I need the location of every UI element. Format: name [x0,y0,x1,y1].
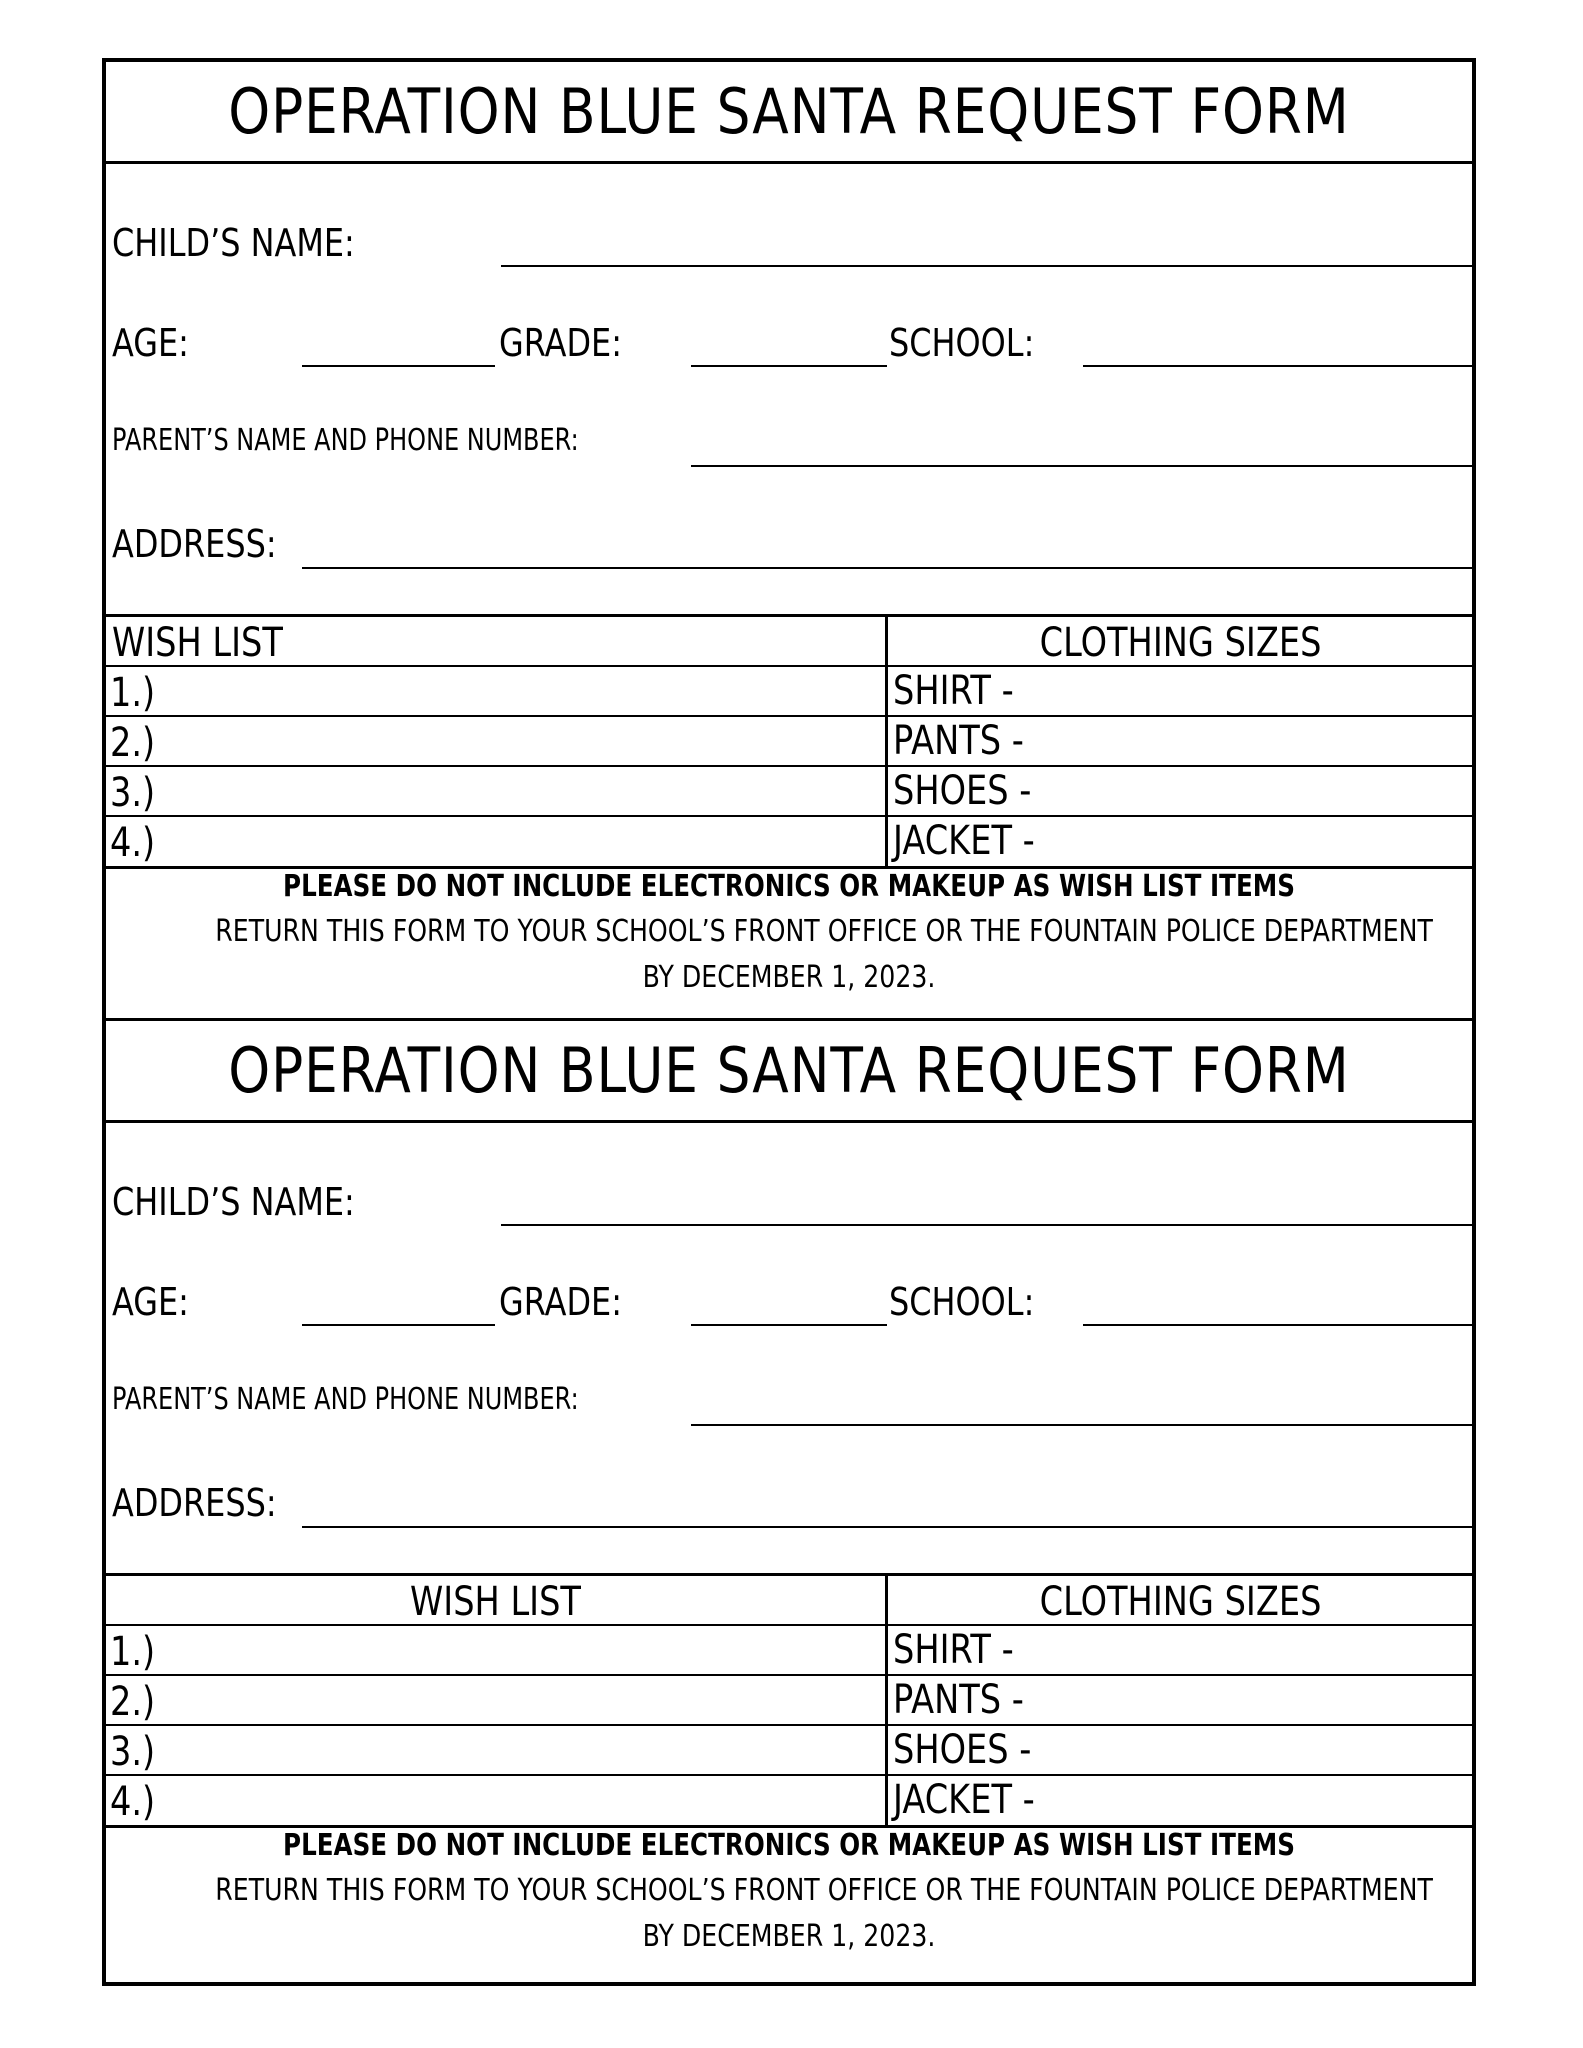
pants-size[interactable]: PANTS - [893,718,1024,764]
shirt-size[interactable]: SHIRT - [893,1627,1014,1673]
request-form-top [106,62,1472,1021]
row-divider [106,715,1472,717]
page-border [102,58,1476,1986]
form-title-text: OPERATION BLUE SANTA REQUEST FORM [228,75,1350,148]
request-form-bottom [106,1021,1472,1982]
wish-item-4[interactable]: 4.) [110,820,156,866]
wish-item-4[interactable]: 4.) [110,1779,156,1825]
grade-label: GRADE: [499,1280,622,1324]
deadline-note: BY DECEMBER 1, 2023. [642,960,936,995]
shoes-size[interactable]: SHOES - [893,1727,1032,1773]
school-label: SCHOOL: [889,321,1035,365]
wish-item-2[interactable]: 2.) [110,1679,156,1725]
wish-item-1[interactable]: 1.) [110,1629,156,1675]
wish-item-3[interactable]: 3.) [110,770,156,816]
school-field[interactable] [1083,1324,1472,1326]
address-field[interactable] [302,1526,1472,1528]
form-title-text: OPERATION BLUE SANTA REQUEST FORM [228,1034,1350,1107]
wish-clothing-table [106,614,1472,869]
age-label: AGE: [112,1280,189,1324]
school-field[interactable] [1083,365,1472,367]
pants-size[interactable]: PANTS - [893,1677,1024,1723]
form-notes [106,1828,1472,1954]
electronics-note: PLEASE DO NOT INCLUDE ELECTRONICS OR MAKEUP AS WISH LIST ITEMS [283,1828,1295,1863]
grade-field[interactable] [691,1324,887,1326]
parent-label: PARENT’S NAME AND PHONE NUMBER: [112,423,579,458]
parent-field[interactable] [691,1424,1472,1426]
address-label: ADDRESS: [112,522,277,566]
child-name-field[interactable] [501,265,1472,267]
age-label: AGE: [112,321,189,365]
grade-label: GRADE: [499,321,622,365]
wish-item-3[interactable]: 3.) [110,1729,156,1775]
child-name-label: CHILD’S NAME: [112,1180,355,1224]
address-field[interactable] [302,567,1472,569]
form-title [106,1021,1472,1123]
form-title [106,62,1472,164]
form-notes [106,869,1472,995]
electronics-note: PLEASE DO NOT INCLUDE ELECTRONICS OR MAKEUP AS WISH LIST ITEMS [283,869,1295,904]
age-field[interactable] [302,365,495,367]
row-divider [106,1724,1472,1726]
wish-item-2[interactable]: 2.) [110,720,156,766]
table-divider [885,617,888,866]
wish-clothing-table [106,1573,1472,1828]
row-divider [106,815,1472,817]
clothing-sizes-header: CLOTHING SIZES [1039,1579,1322,1625]
row-divider [106,1674,1472,1676]
school-label: SCHOOL: [889,1280,1035,1324]
wish-item-1[interactable]: 1.) [110,670,156,716]
child-name-label: CHILD’S NAME: [112,221,355,265]
shirt-size[interactable]: SHIRT - [893,668,1014,714]
return-note: RETURN THIS FORM TO YOUR SCHOOL’S FRONT OFFICE OR THE FOUNTAIN POLICE DEPARTMENT [215,1873,1433,1908]
row-divider [106,1774,1472,1776]
deadline-note: BY DECEMBER 1, 2023. [642,1919,936,1954]
jacket-size[interactable]: JACKET - [893,1777,1035,1823]
parent-label: PARENT’S NAME AND PHONE NUMBER: [112,1382,579,1417]
child-name-field[interactable] [501,1224,1472,1226]
return-note: RETURN THIS FORM TO YOUR SCHOOL’S FRONT OFFICE OR THE FOUNTAIN POLICE DEPARTMENT [215,914,1433,949]
jacket-size[interactable]: JACKET - [893,818,1035,864]
wish-list-header: WISH LIST [112,620,283,666]
address-label: ADDRESS: [112,1481,277,1525]
age-field[interactable] [302,1324,495,1326]
table-divider [885,1576,888,1825]
wish-list-header: WISH LIST [410,1579,581,1625]
grade-field[interactable] [691,365,887,367]
shoes-size[interactable]: SHOES - [893,768,1032,814]
parent-field[interactable] [691,465,1472,467]
row-divider [106,765,1472,767]
clothing-sizes-header: CLOTHING SIZES [1039,620,1322,666]
